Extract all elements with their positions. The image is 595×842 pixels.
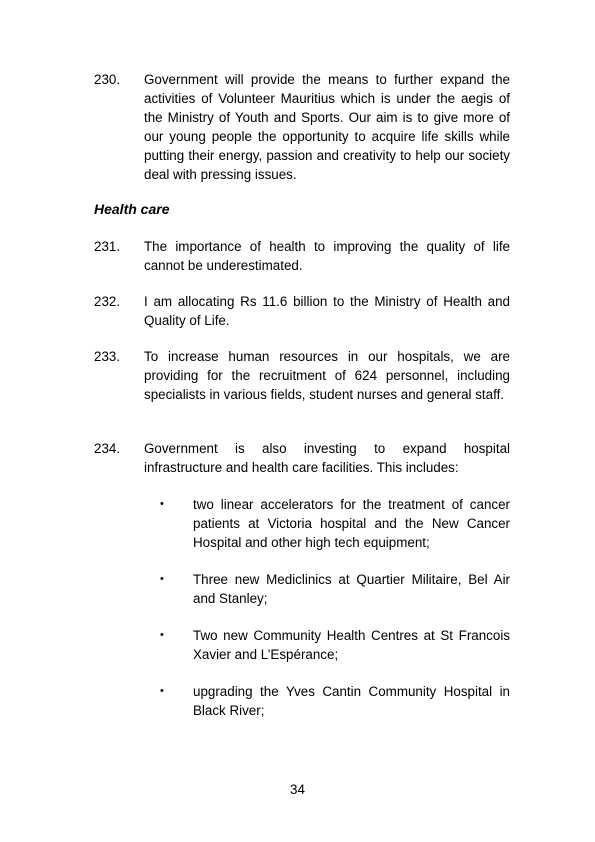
list-item [160, 570, 510, 608]
paragraph-233 [94, 347, 510, 404]
section-heading: Health care [94, 201, 170, 217]
list-item [160, 626, 510, 664]
paragraph-number: 230. [94, 72, 121, 87]
paragraph-text: The importance of health to improving the quality of life cannot be underestimated. [144, 239, 510, 273]
paragraph-text: Government is also investing to expand hospital infrastructure and health care facilities. This includes: [144, 441, 510, 475]
bullet-icon: • [160, 685, 164, 697]
paragraph-text: To increase human resources in our hospitals, we are providing for the recruitment of 624 personnel, including specialists in various fields, student nurses and general staff. [144, 349, 510, 402]
bullet-icon: • [160, 629, 164, 641]
bullet-icon: • [160, 498, 164, 510]
paragraph-text: I am allocating Rs 11.6 billion to the Ministry of Health and Quality of Life. [144, 294, 510, 328]
paragraph-number: 233. [94, 349, 121, 364]
list-item-text: Two new Community Health Centres at St Francois Xavier and L’Espérance; [193, 628, 510, 662]
paragraph-number: 234. [94, 441, 121, 456]
paragraph-230 [94, 70, 510, 184]
paragraph-text: Government will provide the means to further expand the activities of Volunteer Mauritius which is under the aegis of the Ministry of Youth and Sports. Our aim is to give more of our young people the opportunity to acquire life skills while putting their energy, passion and creativity to help our society deal with pressing issues. [144, 72, 510, 182]
list-item-text: Three new Mediclinics at Quartier Militaire, Bel Air and Stanley; [193, 572, 510, 606]
list-item-text: upgrading the Yves Cantin Community Hospital in Black River; [193, 684, 510, 718]
paragraph-234 [94, 439, 510, 477]
bullet-icon: • [160, 573, 164, 585]
list-item [160, 682, 510, 720]
paragraph-number: 231. [94, 239, 121, 254]
page-number: 34 [290, 782, 305, 797]
list-item-text: two linear accelerators for the treatment of cancer patients at Victoria hospital and the New Cancer Hospital and other high tech equipment; [193, 497, 510, 550]
paragraph-number: 232. [94, 294, 121, 309]
paragraph-231 [94, 237, 510, 275]
paragraph-232 [94, 292, 510, 330]
list-item [160, 495, 510, 552]
